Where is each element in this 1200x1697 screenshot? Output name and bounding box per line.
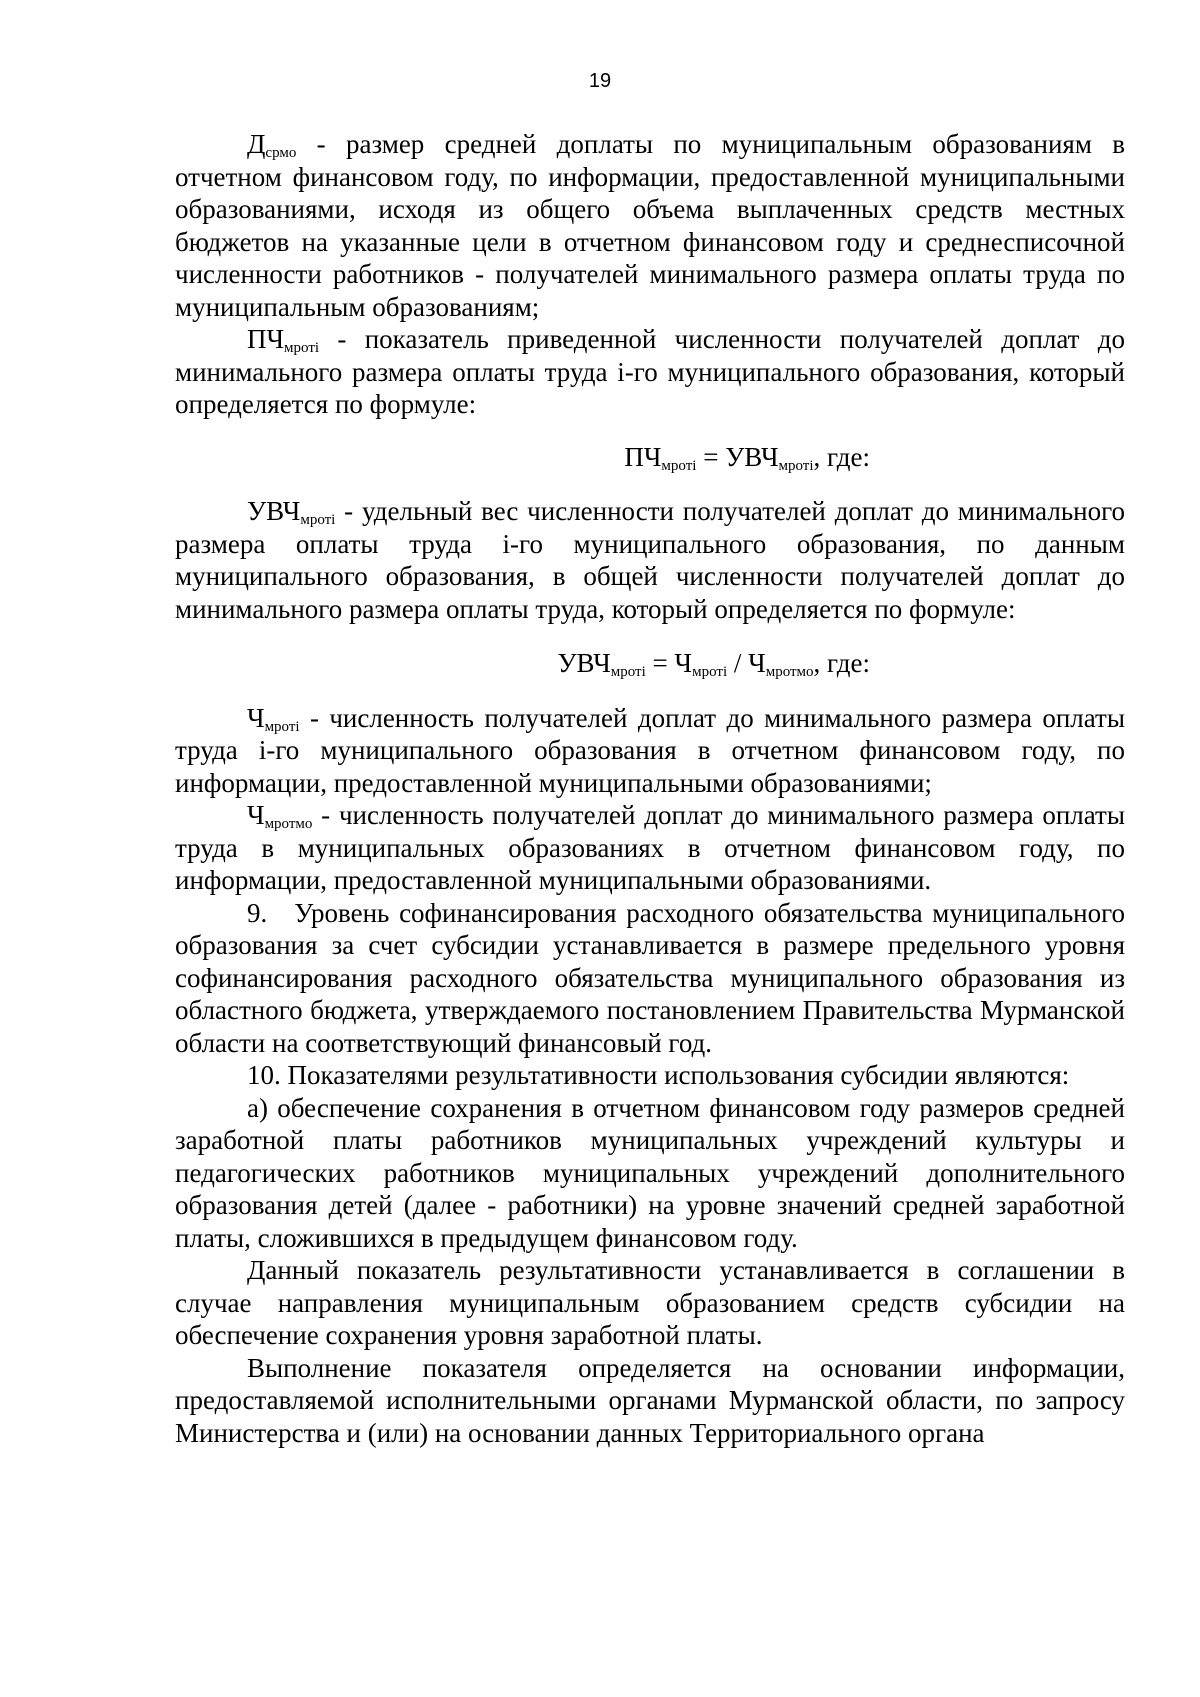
formula-pch: $ПЧ_{мротi} = УВЧ_{мротi}$, где:: [624, 441, 870, 474]
paragraph-10: 10. Показателями результативности использования субсидии являются:: [247, 1060, 1070, 1090]
paragraph-pch-definition: $ПЧ_{мротi}$ - показатель приведенной численности получателей доплат до минимального размера оплаты труда i-го муниципального образования, который определяется по формуле:: [175, 324, 1125, 419]
term-uvch: $УВЧ_{мротi}$: [247, 496, 336, 528]
document-body: [175, 128, 1125, 1449]
paragraph-10a: а) обеспечение сохранения в отчетном финансовом году размеров средней заработной платы работников муниципальных учреждений культуры и педагогических работников муниципальных учреждений дополнительного образования детей (далее - работники) на уровне значений средней заработной платы, сложившихся в предыдущем финансовом году.: [175, 1092, 1125, 1253]
paragraph-chmo-definition: $Ч_{мротмо}$ - численность получателей доплат до минимального размера оплаты труда в муниципальных образованиях в отчетном финансовом году, по информации, предоставленной муниципальными образованиями.: [175, 800, 1125, 895]
paragraph-dsrmo-definition: $Д_{срмо}$ - размер средней доплаты по муниципальным образованиям в отчетном финансовом году, по информации, предоставленной муниципальными образованиями, исходя из общего объема выплаченных средств местных бюджетов на указанные цели в отчетном финансовом году и среднесписочной численности работников - получателей минимального размера оплаты труда по муниципальным образованиям;: [175, 129, 1125, 322]
term-ch: $Ч_{мротi}$: [247, 702, 300, 735]
page-number: 19: [588, 70, 612, 92]
term-pch: $ПЧ_{мротi}$: [247, 324, 320, 356]
paragraph-indicator: Данный показатель результативности устанавливается в соглашении в случае направления муниципальным образованием средств субсидии на обеспечение сохранения уровня заработной платы.: [175, 1255, 1125, 1350]
term-chmo: $Ч_{мротмо}$: [247, 800, 313, 832]
paragraph-execution: Выполнение показателя определяется на основании информации, предоставляемой исполнительными органами Мурманской области, по запросу Министерства и (или) на основании данных Территориального органа: [175, 1352, 1125, 1448]
paragraph-uvch-definition: $УВЧ_{мротi}$ - удельный вес численности получателей доплат до минимального размера оплаты труда i-го муниципального образования, по данным муниципального образования, в общей численности получателей доплат до минимального размера оплаты труда, который определяется по формуле:: [175, 496, 1125, 624]
term-d: $Д_{срмо}$: [247, 129, 297, 161]
formula-uvch: $УВЧ_{мротi} = Ч_{мротi} / Ч_{мротмо}$, где:: [557, 648, 870, 680]
paragraph-9: 9. Уровень софинансирования расходного обязательства муниципального образования за счет субсидии устанавливается в размере предельного уровня софинансирования расходного обязательства муниципального образования из областного бюджета, утверждаемого постановлением Правительства Мурманской области на соответствующий финансовый год.: [175, 897, 1125, 1058]
paragraph-ch-definition: $Ч_{мротi}$ - численность получателей доплат до минимального размера оплаты труда i-го муниципального образования в отчетном финансовом году, по информации, предоставленной муниципальными образованиями;: [175, 702, 1125, 798]
